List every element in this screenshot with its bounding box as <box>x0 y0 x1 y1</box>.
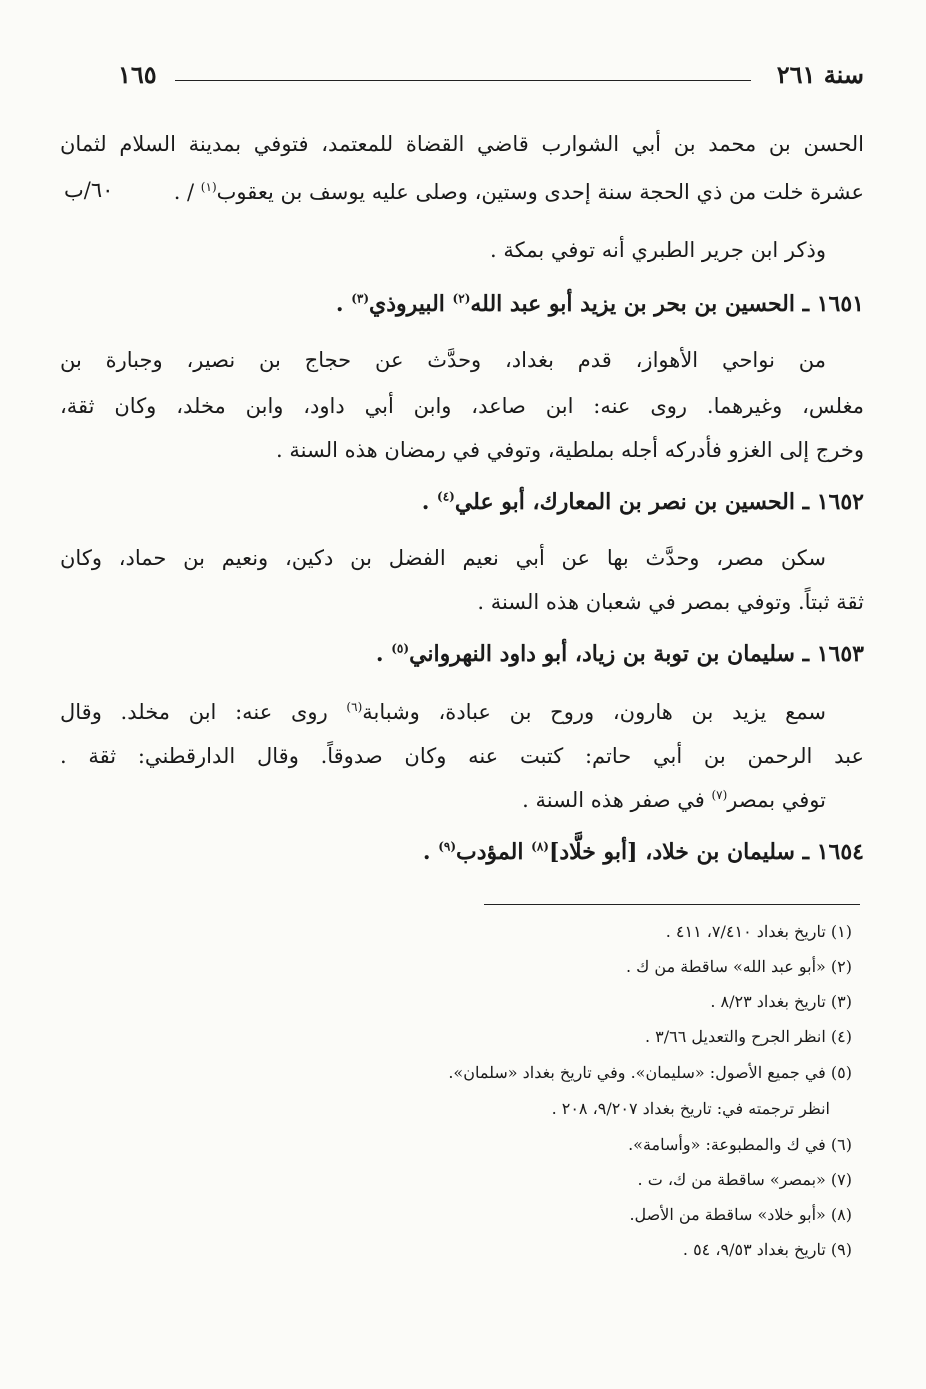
footnote-ref: (٨) <box>531 839 549 854</box>
footnote-ref: (٤) <box>437 489 455 504</box>
text-run: سمع يزيد بن هارون، وروح بن عبادة، وشبابة <box>362 700 826 724</box>
text-run: البيروذي <box>369 291 453 317</box>
entry-heading-1653 <box>60 638 864 670</box>
text-run: توفي بمصر <box>727 788 826 812</box>
entry-heading-1651 <box>60 288 864 320</box>
footnote: (٩) تاريخ بغداد ٩/٥٣، ٥٤ . <box>682 1240 852 1259</box>
body-line: مغلس، وغيرهما. روى عنه: ابن صاعد، وابن أبي داود، وابن مخلد، وكان ثقة، <box>60 394 864 418</box>
text-run: روى عنه: ابن مخلد. وقال <box>60 700 347 724</box>
header-rule <box>175 80 751 81</box>
body-line: من نواحي الأهواز، قدم بغداد، وحدَّث عن حجاج بن نصير، وجبارة بن <box>60 348 826 372</box>
footnote-ref: (٩) <box>438 839 457 854</box>
footnote: (٢) «أبو عبد الله» ساقطة من ك . <box>625 957 852 976</box>
text-run: في صفر هذه السنة . <box>522 788 712 812</box>
body-line: سكن مصر، وحدَّث بها عن أبي نعيم الفضل بن دكين، ونعيم بن حماد، وكان <box>60 546 826 570</box>
text-run: عشرة خلت من ذي الحجة سنة إحدى وستين، وصلى عليه يوسف بن يعقوب <box>216 180 864 204</box>
body-line: وذكر ابن جرير الطبري أنه توفي بمكة . <box>490 238 826 262</box>
body-line: وخرج إلى الغزو فأدركه أجله بملطية، وتوفي في رمضان هذه السنة . <box>276 438 864 462</box>
footnote-ref: (٧) <box>711 788 728 802</box>
footnote-continuation: انظر ترجمته في: تاريخ بغداد ٩/٢٠٧، ٢٠٨ . <box>551 1099 830 1118</box>
footnote-ref: (١) <box>200 180 217 194</box>
footnote: (٥) في جميع الأصول: «سليمان». وفي تاريخ بغداد «سلمان». <box>448 1063 852 1082</box>
text-run: ١٦٥٣ ـ سليمان بن توبة بن زياد، أبو داود النهرواني <box>409 641 864 667</box>
text-run: المؤدب <box>456 839 532 865</box>
body-line: ثقة ثبتاً. وتوفي بمصر في شعبان هذه السنة . <box>477 590 864 614</box>
page-number: ١٦٥ <box>118 60 157 89</box>
text-run: . <box>422 839 439 865</box>
body-line: عبد الرحمن بن أبي حاتم: كتبت عنه وكان صدوقاً. وقال الدارقطني: ثقة . <box>60 744 864 768</box>
entry-heading-1654 <box>60 836 864 868</box>
body-line <box>60 784 826 816</box>
text-run: ١٦٥٢ ـ الحسين بن نصر بن المعارك، أبو علي <box>454 489 864 515</box>
footnote: (٧) «بمصر» ساقطة من ك، ت . <box>637 1170 852 1189</box>
text-run: / . <box>173 180 201 204</box>
footnote: (٨) «أبو خلاد» ساقطة من الأصل. <box>629 1205 852 1224</box>
footnote-ref: (٥) <box>391 641 410 656</box>
body-line: الحسن بن محمد بن أبي الشوارب قاضي القضاة للمعتمد، فتوفي بمدينة السلام لثمان <box>60 132 864 156</box>
footnote: (١) تاريخ بغداد ٧/٤١٠، ٤١١ . <box>665 922 852 941</box>
text-run: ١٦٥١ ـ الحسين بن بحر بن يزيد أبو عبد الله <box>470 291 864 317</box>
text-run: ١٦٥٤ ـ سليمان بن خلاد، [أبو خلَّاد] <box>548 839 864 865</box>
text-run: . <box>335 291 352 317</box>
footnote-ref: (٢) <box>452 291 471 306</box>
body-line <box>60 696 826 728</box>
manuscript-folio-note: ٦٠/ب <box>64 178 114 202</box>
text-run: . <box>375 641 392 667</box>
footnote: (٤) انظر الجرح والتعديل ٣/٦٦ . <box>645 1027 852 1046</box>
footnote: (٦) في ك والمطبوعة: «وأسامة». <box>628 1135 852 1154</box>
footnote: (٣) تاريخ بغداد ٨/٢٣ . <box>710 992 852 1011</box>
text-run: . <box>421 489 438 515</box>
body-line <box>175 176 864 208</box>
entry-heading-1652 <box>60 486 864 518</box>
footnote-ref: (٣) <box>351 291 370 306</box>
footnote-rule <box>484 904 860 905</box>
footnote-ref: (٦) <box>346 700 363 714</box>
running-header-year: سنة ٢٦١ <box>776 60 864 89</box>
